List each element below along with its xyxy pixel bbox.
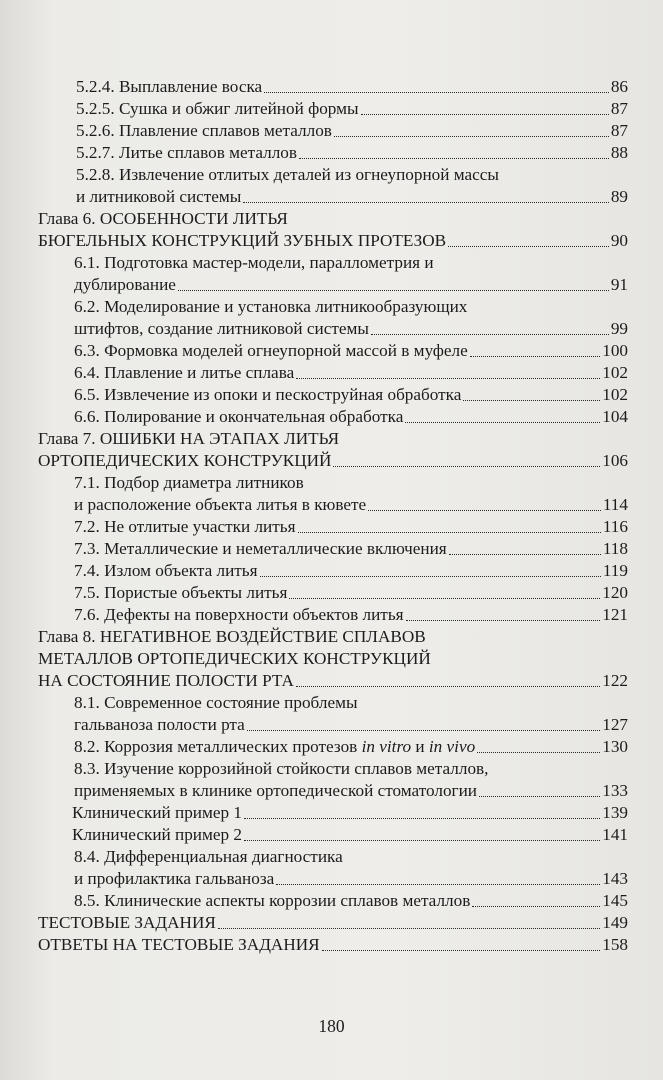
dot-leader	[477, 752, 600, 753]
toc-entry-title: 7.3. Металлические и неметаллические включения	[74, 539, 447, 558]
toc-entry-title: 7.4. Излом объекта литья	[74, 561, 258, 580]
toc-entry-title: 5.2.4. Выплавление воска	[76, 77, 263, 96]
toc-entry	[38, 538, 628, 560]
toc-page-number: 99	[610, 319, 628, 338]
toc-entry	[38, 846, 628, 890]
toc-entry	[38, 890, 628, 912]
toc-page-number: 102	[602, 363, 628, 382]
toc-entry-title-line1: 6.1. Подготовка мастер-модели, параллометрия и	[74, 253, 434, 272]
toc-entry-title-line2	[38, 186, 628, 208]
dot-leader	[260, 576, 601, 577]
dot-leader	[361, 114, 609, 115]
toc-entry-title-line1: 7.1. Подбор диаметра литников	[74, 473, 304, 492]
toc-entry-title-line1: Глава 7. ОШИБКИ НА ЭТАПАХ ЛИТЬЯ	[38, 429, 340, 448]
toc-entry-title-line1: Глава 6. ОСОБЕННОСТИ ЛИТЬЯ	[38, 209, 288, 228]
toc-entry	[38, 164, 628, 208]
toc-page-number: 86	[610, 77, 628, 96]
dot-leader	[299, 158, 609, 159]
toc-entry	[38, 384, 628, 406]
dot-leader	[296, 378, 600, 379]
toc-entry-title: 7.5. Пористые объекты литья	[74, 583, 288, 602]
toc-entry	[38, 428, 628, 472]
toc-entry-title: 8.5. Клинические аспекты коррозии сплавов металлов	[74, 891, 471, 910]
toc-entry	[38, 692, 628, 736]
toc-entry-title: ТЕСТОВЫЕ ЗАДАНИЯ	[38, 913, 216, 932]
dot-leader	[264, 92, 609, 93]
toc-entry-title	[74, 736, 475, 758]
toc-entry	[38, 802, 628, 824]
toc-entry-title: и литниковой системы	[76, 187, 242, 206]
toc-entry-title: БЮГЕЛЬНЫХ КОНСТРУКЦИЙ ЗУБНЫХ ПРОТЕЗОВ	[38, 231, 447, 250]
toc-entry-title: 7.6. Дефекты на поверхности объектов литья	[74, 605, 404, 624]
toc-page-number: 87	[610, 121, 628, 140]
toc-entry	[38, 340, 628, 362]
toc-entry-title: штифтов, создание литниковой системы	[74, 319, 369, 338]
toc-page-number: 114	[602, 495, 628, 514]
toc-entry-title-line3	[38, 670, 628, 692]
dot-leader	[405, 422, 600, 423]
toc-entry-title: применяемых в клинике ортопедической стоматологии	[74, 781, 477, 800]
toc-entry	[38, 560, 628, 582]
toc-entry-title-line1: 8.4. Дифференциальная диагностика	[74, 847, 343, 866]
toc-entry-title-line2	[38, 494, 628, 516]
title-part: и	[411, 737, 429, 756]
toc-entry	[38, 208, 628, 252]
toc-page-number: 91	[610, 275, 628, 294]
toc-page-number: 139	[602, 803, 628, 822]
toc-page-number: 104	[602, 407, 628, 426]
dot-leader	[289, 598, 600, 599]
toc-entry-title: 6.5. Извлечение из опоки и пескоструйная обработка	[74, 385, 462, 404]
dot-leader	[178, 290, 609, 291]
dot-leader	[218, 928, 600, 929]
toc-entry	[38, 142, 628, 164]
toc-entry-title-line2	[38, 230, 628, 252]
toc-entry	[38, 98, 628, 120]
toc-page-number: 141	[602, 825, 628, 844]
table-of-contents	[38, 76, 628, 956]
dot-leader	[368, 510, 601, 511]
toc-entry-title: ОРТОПЕДИЧЕСКИХ КОНСТРУКЦИЙ	[38, 451, 332, 470]
dot-leader	[371, 334, 609, 335]
toc-entry-title: и профилактика гальваноза	[74, 869, 275, 888]
toc-entry-title: и расположение объекта литья в кювете	[74, 495, 367, 514]
toc-entry-title-line2	[38, 450, 628, 472]
toc-entry-title: Клинический пример 1	[72, 803, 242, 822]
toc-entry	[38, 252, 628, 296]
toc-page-number: 90	[610, 231, 628, 250]
toc-page-number: 122	[602, 671, 628, 690]
toc-entry	[38, 406, 628, 428]
page-number: 180	[318, 1016, 345, 1036]
toc-entry-title: дублирование	[74, 275, 176, 294]
toc-entry-title-line2	[38, 714, 628, 736]
toc-entry-title-line2	[38, 318, 628, 340]
toc-entry-title: 5.2.5. Сушка и обжиг литейной формы	[76, 99, 359, 118]
dot-leader	[334, 136, 609, 137]
toc-entry-title-line1: Глава 8. НЕГАТИВНОЕ ВОЗДЕЙСТВИЕ СПЛАВОВ	[38, 627, 426, 646]
toc-entry-title: 6.6. Полирование и окончательная обработка	[74, 407, 404, 426]
toc-entry-title-line2: МЕТАЛЛОВ ОРТОПЕДИЧЕСКИХ КОНСТРУКЦИЙ	[38, 649, 431, 668]
toc-page-number: 119	[602, 561, 628, 580]
toc-page-number: 143	[602, 869, 628, 888]
toc-page-number: 145	[602, 891, 628, 910]
dot-leader	[244, 840, 600, 841]
toc-page-number: 118	[602, 539, 628, 558]
toc-page-number: 121	[602, 605, 628, 624]
title-italic: in vitro	[361, 737, 412, 756]
toc-entry-title: ОТВЕТЫ НА ТЕСТОВЫЕ ЗАДАНИЯ	[38, 935, 320, 954]
toc-entry	[38, 736, 628, 758]
toc-entry-title: гальваноза полости рта	[74, 715, 245, 734]
dot-leader	[247, 730, 600, 731]
toc-entry-title: 5.2.7. Литье сплавов металлов	[76, 143, 298, 162]
dot-leader	[296, 686, 600, 687]
toc-page-number: 149	[602, 913, 628, 932]
toc-entry	[38, 934, 628, 956]
dot-leader	[463, 400, 600, 401]
toc-page-number: 120	[602, 583, 628, 602]
toc-entry	[38, 362, 628, 384]
dot-leader	[448, 246, 609, 247]
toc-entry-title-line2	[38, 274, 628, 296]
toc-page-number: 127	[602, 715, 628, 734]
dot-leader	[449, 554, 601, 555]
toc-entry-title-line2	[38, 780, 628, 802]
toc-entry	[38, 582, 628, 604]
toc-entry-title-line1: 5.2.8. Извлечение отлитых деталей из огнеупорной массы	[76, 165, 499, 184]
title-part: 8.2. Коррозия металлических протезов	[74, 737, 362, 756]
toc-entry-title: 7.2. Не отлитые участки литья	[74, 517, 296, 536]
toc-entry-title-line1: 8.3. Изучение коррозийной стойкости сплавов металлов,	[74, 759, 489, 778]
toc-page-number: 133	[602, 781, 628, 800]
toc-page-number: 87	[610, 99, 628, 118]
toc-entry	[38, 120, 628, 142]
toc-entry	[38, 758, 628, 802]
dot-leader	[322, 950, 601, 951]
toc-entry	[38, 912, 628, 934]
toc-entry-title-line1: 6.2. Моделирование и установка литникообразующих	[74, 297, 468, 316]
dot-leader	[243, 202, 608, 203]
toc-page-number: 130	[602, 737, 628, 756]
toc-entry-title: 6.4. Плавление и литье сплава	[74, 363, 295, 382]
toc-entry	[38, 76, 628, 98]
dot-leader	[298, 532, 601, 533]
toc-page-number: 158	[602, 935, 628, 954]
toc-entry-title-line1: 8.1. Современное состояние проблемы	[74, 693, 358, 712]
toc-entry-title-line2	[38, 868, 628, 890]
dot-leader	[470, 356, 601, 357]
toc-page-number: 100	[602, 341, 628, 360]
toc-page-number: 89	[610, 187, 628, 206]
toc-entry	[38, 516, 628, 538]
toc-entry	[38, 604, 628, 626]
dot-leader	[276, 884, 600, 885]
toc-entry	[38, 472, 628, 516]
dot-leader	[244, 818, 600, 819]
toc-entry	[38, 626, 628, 692]
dot-leader	[406, 620, 601, 621]
toc-page-number: 102	[602, 385, 628, 404]
toc-page-number: 106	[602, 451, 628, 470]
dot-leader	[333, 466, 600, 467]
toc-page-number: 88	[610, 143, 628, 162]
dot-leader	[479, 796, 600, 797]
dot-leader	[472, 906, 600, 907]
toc-entry-title: 6.3. Формовка моделей огнеупорной массой в муфеле	[74, 341, 468, 360]
toc-entry	[38, 824, 628, 846]
toc-entry-title: 5.2.6. Плавление сплавов металлов	[76, 121, 332, 140]
toc-entry-title: Клинический пример 2	[72, 825, 242, 844]
toc-entry	[38, 296, 628, 340]
toc-page-number: 116	[602, 517, 628, 536]
title-italic: in vivo	[428, 737, 476, 756]
toc-entry-title: НА СОСТОЯНИЕ ПОЛОСТИ РТА	[38, 671, 294, 690]
